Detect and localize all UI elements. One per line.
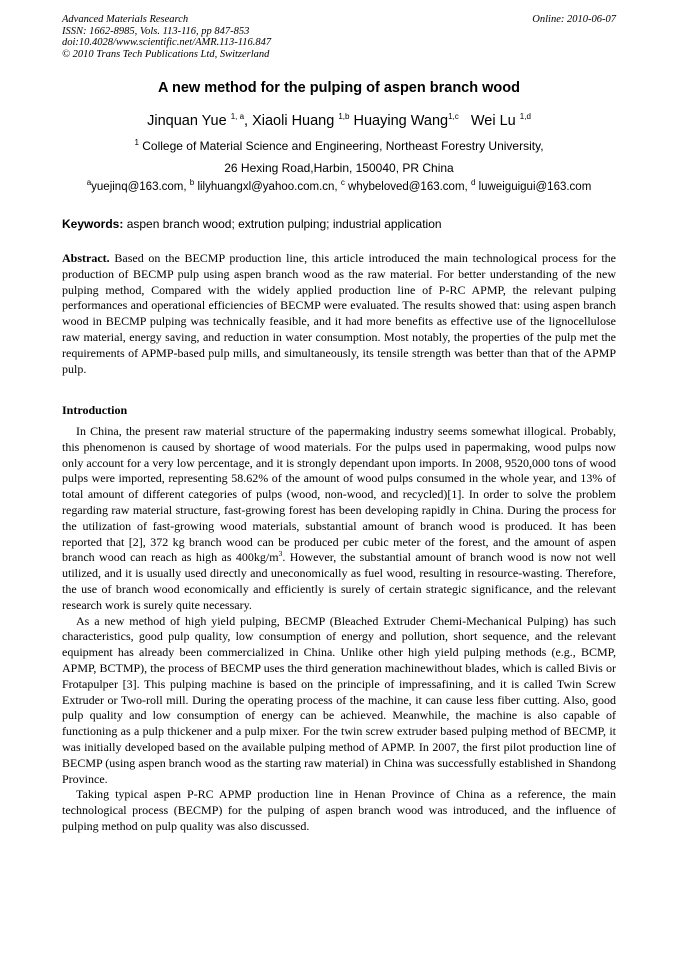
author-name: Wei Lu	[470, 113, 516, 129]
paper-title: A new method for the pulping of aspen branch wood	[158, 80, 520, 96]
doi-line: doi:10.4028/www.scientific.net/AMR.113-116.847	[62, 37, 272, 49]
keywords	[62, 217, 616, 231]
affiliation-text: College of Material Science and Engineering, Northeast Forestry University,	[142, 139, 544, 153]
introduction-body	[62, 424, 616, 835]
email-address[interactable]: whybeloved@163.com,	[348, 181, 468, 193]
affiliation-line-1	[62, 139, 616, 153]
journal-name: Advanced Materials Research	[62, 14, 189, 25]
email-mark: b	[189, 178, 195, 188]
author-name: Xiaoli Huang	[252, 113, 335, 129]
paragraph: Taking typical aspen P-RC APMP production line in Henan Province of China as a reference, the main technological process (BECMP) for the pulping of aspen branch wood was introduced, and the influence of pulping method on pulp quality was also discussed.	[62, 787, 616, 833]
author-affiliation-mark: 1,c	[448, 112, 459, 122]
affiliation-mark: 1	[134, 138, 139, 147]
author-name: Jinquan Yue	[147, 113, 227, 129]
author-affiliation-mark: 1,b	[338, 112, 350, 122]
author-separator	[459, 113, 467, 129]
email-address[interactable]: luweiguigui@163.com	[478, 181, 592, 193]
keywords-label: Keywords:	[62, 217, 124, 231]
email-mark: d	[470, 178, 476, 188]
paragraph-text: In China, the present raw material structure of the papermaking industry seems somewhat illogical. Probably, this phenomenon is caused by shortage of wood materials. For the pulps used in papermaking, wood pulps now only account for a very low percentage, and it is strongly dependant upon imports. In 2008, 9520,000 tons of wood pulps were imported, representing 58.62% of the amount of wood pulps consumed in the whole year, and 13% of total amount of different categories of pulps (wood, non-wood, and recycled)[1]. In order to solve the problem regarding raw material structure, fast-growing forest has been developing rapidly in China. During the process for the utilization of fast-growing wood materials, substantial amount of branch wood is produced. It has been reported that [2], 372 kg branch wood can be produced per cubic meter of the forest, and the amount of aspen branch wood can reach as high as 400kg/m	[62, 424, 616, 565]
publication-header	[62, 14, 616, 60]
superscript: 3	[278, 549, 283, 559]
issn-line: ISSN: 1662-8985, Vols. 113-116, pp 847-853	[62, 25, 250, 37]
author-affiliation-mark: 1, a	[230, 112, 245, 122]
copyright-line: © 2010 Trans Tech Publications Ltd, Switzerland	[62, 48, 270, 60]
paragraph-text: . However, the substantial amount of branch wood is now not well utilized, and it is usually used directly and uneconomically as fuel wood, resulting in resource-wasting. Therefore, the use of branch wood economically and efficiently is surely of certain strategic significance, and the relevant research work is surely quite necessary.	[62, 550, 616, 612]
email-mark: c	[340, 178, 345, 188]
email-list	[62, 178, 616, 193]
abstract-text: Based on the BECMP production line, this article introduced the main technological process for the production of BECMP pulp using aspen branch wood as the raw material. For better understanding of the new pulping method, Compared with the widely applied production line of P-RC APMP, the relevant pulping performances and operational efficiencies of BECMP were evaluated. The results showed that: using aspen branch wood in BECMP pulping was technically feasible, and it had more benefits as effective use of the lignocellulose raw material, energy saving, and reduction in water consumption. Most notably, the properties of the pulp met the requirements of APMP-based pulp mills, and simultaneously, its tensile strength was better than that of the APMP pulp.	[62, 251, 617, 376]
author-list	[62, 113, 616, 129]
email-mark: a	[86, 178, 92, 188]
author-affiliation-mark: 1,d	[519, 112, 531, 122]
paragraph	[62, 424, 616, 614]
affiliation-line-2: 26 Hexing Road,Harbin, 150040, PR China	[224, 161, 454, 175]
email-address[interactable]: lilyhuangxl@yahoo.com.cn,	[197, 181, 338, 193]
author-separator: ,	[244, 113, 253, 129]
author-name: Huaying Wang	[353, 113, 449, 129]
paragraph: As a new method of high yield pulping, BECMP (Bleached Extruder Chemi-Mechanical Pulping) has such characteristics, good pulp quality, low consumption of energy and pollution, short sequence, and the relevant equipment has already been commercialized in China. Unlike other high yield pulping methods (e.g., BCMP, APMP, BCTMP), the process of BECMP uses the third generation machinewithout blades, which is called Bivis or Frotapulper [3]. This pulping machine is based on the principle of impressafining, and it is called Twin Screw Extruder or Two-roll mill. During the operating process of the machine, it can cause less fiber cutting. Also, good pulp quality and low consumption of energy can be achieved. Meanwhile, the machine is also capable of functioning as a pulp thickener and a pulp mixer. For the twin screw extruder based pulping method of BECMP, it was initially developed based on the available pulping method of APMP. In 2007, the first pilot production line of BECMP (using aspen branch wood as the starting raw material) in China was successfully established in Shandong Province.	[62, 613, 616, 786]
keywords-text: aspen branch wood; extrution pulping; industrial application	[126, 217, 442, 231]
online-date: Online: 2010-06-07	[532, 14, 616, 25]
section-heading-introduction: Introduction	[62, 403, 128, 417]
email-address[interactable]: yuejinq@163.com,	[91, 181, 187, 193]
abstract	[62, 251, 616, 377]
abstract-label: Abstract.	[62, 251, 110, 265]
